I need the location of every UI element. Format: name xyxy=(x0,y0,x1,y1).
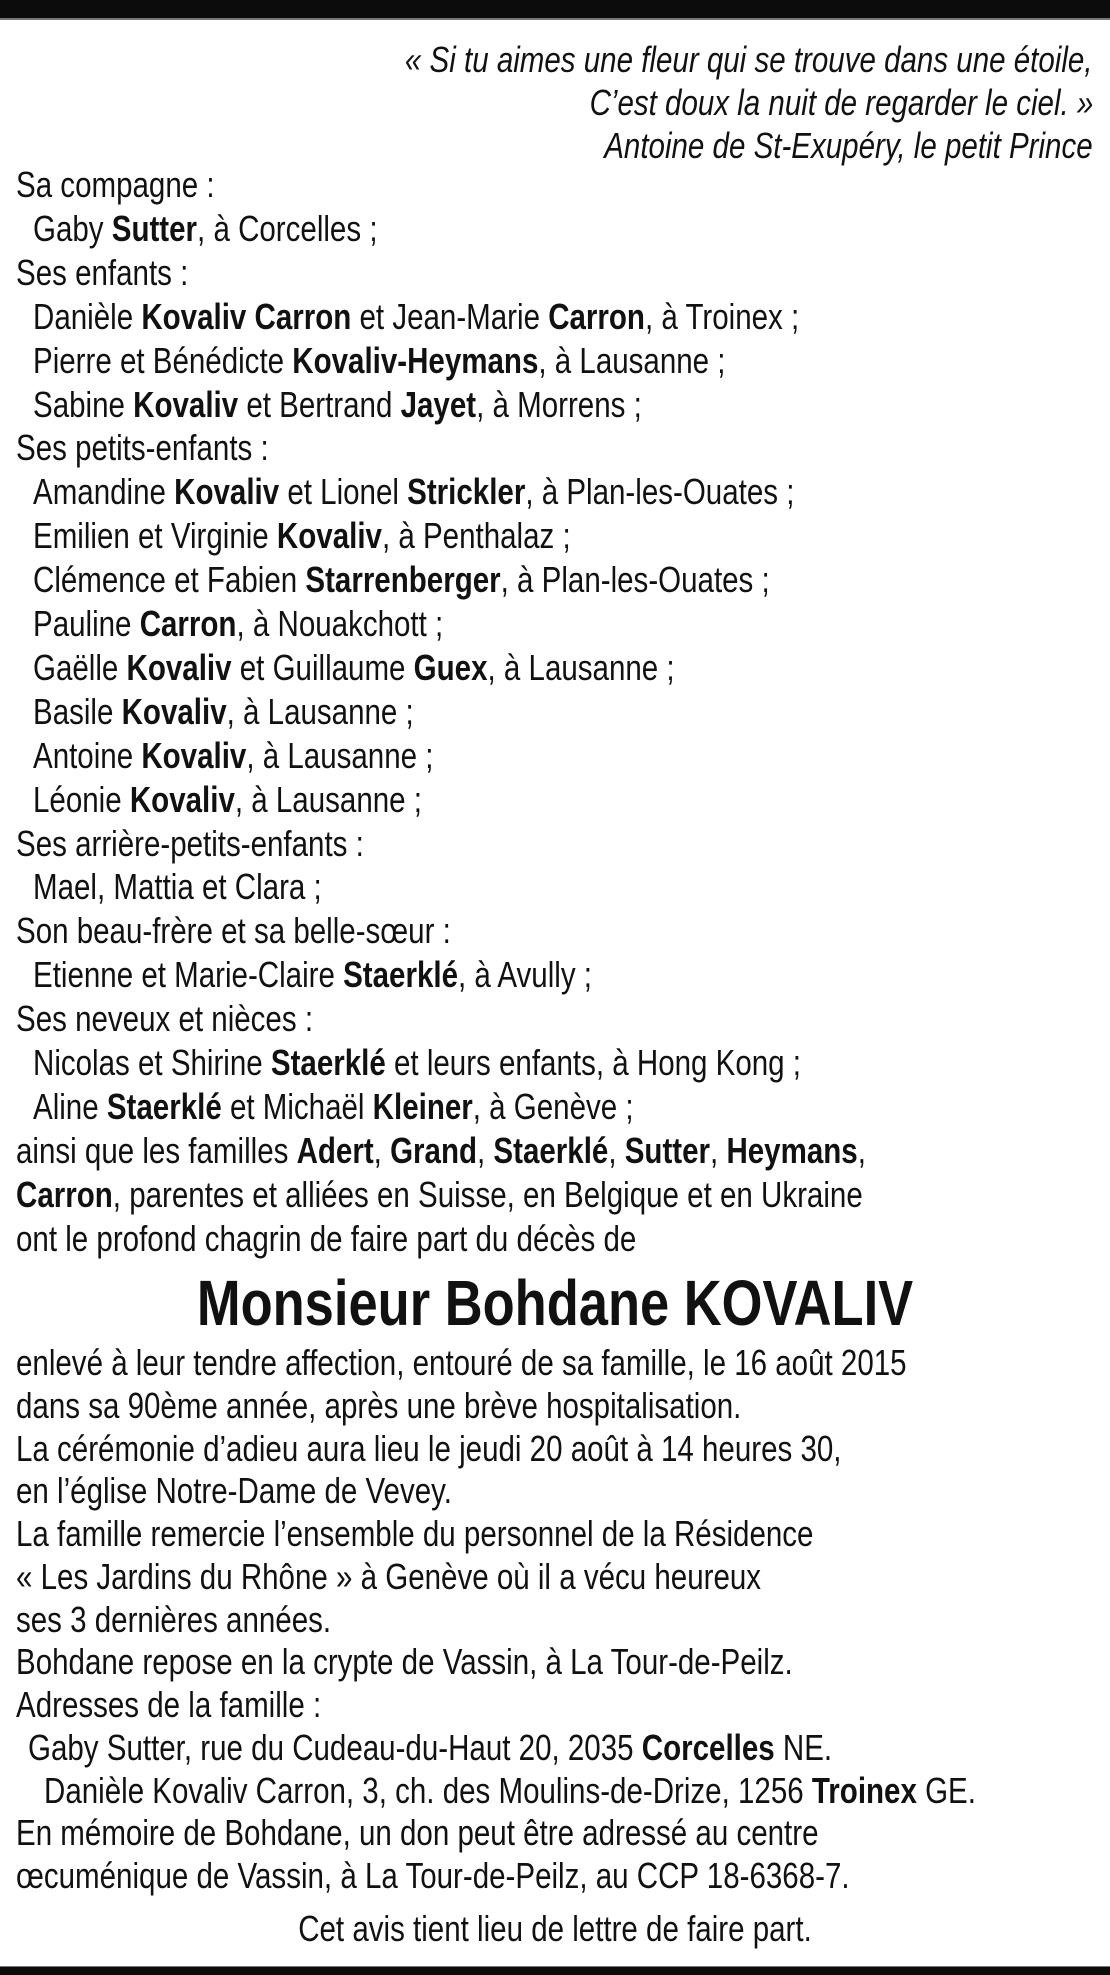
text-segment: La cérémonie d’adieu aura lieu le jeudi 20 août à 14 heures 30, xyxy=(16,1428,842,1469)
family-name: Staerklé xyxy=(343,954,458,995)
text-segment: et Guillaume xyxy=(231,647,414,688)
text-segment: « Les Jardins du Rhône » à Genève où il a vécu heureux xyxy=(16,1556,762,1597)
family-member-line xyxy=(33,734,433,778)
text-segment: Mael, Mattia et Clara ; xyxy=(33,866,322,907)
family-member-line xyxy=(33,470,794,514)
text-segment: En mémoire de Bohdane, un don peut être adressé au centre xyxy=(16,1812,819,1853)
closing-note: Cet avis tient lieu de lettre de faire part. xyxy=(298,1908,812,1949)
family-name: Carron xyxy=(139,603,237,644)
family-member-line xyxy=(33,778,422,822)
text-line xyxy=(16,1469,452,1513)
text-segment: Gaby Sutter, rue du Cudeau-du-Haut 20, 2035 xyxy=(28,1727,642,1768)
text-segment: Pierre et Bénédicte xyxy=(33,340,293,381)
text-segment: dans sa 90ème année, après une brève hospitalisation. xyxy=(16,1385,742,1426)
family-name: Kovaliv xyxy=(174,471,280,512)
family-name: Starrenberger xyxy=(305,559,501,600)
text-line xyxy=(16,1811,818,1855)
text-segment: , à Avully ; xyxy=(457,954,593,995)
text-segment: et Bertrand xyxy=(238,384,401,425)
text-line xyxy=(16,997,313,1041)
text-segment: , à Morrens ; xyxy=(476,384,642,425)
text-segment: , xyxy=(710,1130,727,1171)
family-member-line xyxy=(33,953,592,997)
family-name: Kleiner xyxy=(372,1086,473,1127)
text-segment: et Michaël xyxy=(221,1086,373,1127)
family-member-line xyxy=(33,646,675,690)
text-segment: , à Lausanne ; xyxy=(234,779,422,820)
text-segment: Gaëlle xyxy=(33,647,127,688)
family-name: Carron xyxy=(16,1174,113,1215)
family-member-line xyxy=(33,690,414,734)
family-member-line xyxy=(33,207,378,251)
text-segment: Ses petits-enfants : xyxy=(16,427,269,468)
family-name: Heymans xyxy=(726,1130,858,1171)
text-segment: Aline xyxy=(33,1086,107,1127)
text-segment: œcuménique de Vassin, à La Tour-de-Peilz, au CCP 18-6368-7. xyxy=(16,1855,850,1896)
text-segment: Adresses de la famille : xyxy=(16,1684,322,1725)
epigraph-line: Antoine de St-Exupéry, le petit Prince xyxy=(604,125,1093,166)
text-line xyxy=(16,1384,741,1428)
family-name: Jayet xyxy=(400,384,477,425)
text-segment: ses 3 dernières années. xyxy=(16,1599,332,1640)
text-segment: , à Genève ; xyxy=(472,1086,634,1127)
text-segment: Danièle Kovaliv Carron, 3, ch. des Moulins-de-Drize, 1256 xyxy=(44,1770,812,1811)
text-segment: ont le profond chagrin de faire part du décès de xyxy=(16,1218,637,1259)
family-name: Adert xyxy=(296,1130,374,1171)
text-segment: NE. xyxy=(774,1727,833,1768)
text-segment: et Jean-Marie xyxy=(351,296,549,337)
text-segment: , à Lausanne ; xyxy=(538,340,726,381)
family-name: Troinex xyxy=(811,1770,917,1811)
text-segment: Gaby xyxy=(33,208,112,249)
text-segment: , xyxy=(608,1130,625,1171)
family-member-line xyxy=(33,295,799,339)
text-segment: Danièle xyxy=(33,296,142,337)
epigraph-line: C’est doux la nuit de regarder le ciel. » xyxy=(589,82,1093,123)
text-segment: , à Nouakchott ; xyxy=(236,603,444,644)
text-line xyxy=(16,426,269,470)
family-name: Sutter xyxy=(624,1130,711,1171)
text-segment: La famille remercie l’ensemble du personnel de la Résidence xyxy=(16,1513,814,1554)
family-member-line xyxy=(33,602,443,646)
text-segment: , à Troinex ; xyxy=(644,296,800,337)
family-member-line xyxy=(33,339,726,383)
epigraph-line: « Si tu aimes une fleur qui se trouve dans une étoile, xyxy=(405,39,1093,80)
family-member-line xyxy=(33,383,642,427)
family-member-line xyxy=(44,1769,976,1813)
family-name: Kovaliv xyxy=(126,647,232,688)
text-segment: en l’église Notre-Dame de Vevey. xyxy=(16,1470,452,1511)
text-line xyxy=(16,1512,813,1556)
family-name: Kovaliv xyxy=(133,384,239,425)
text-line xyxy=(16,163,215,207)
text-segment: , xyxy=(857,1130,866,1171)
text-segment: Ses arrière-petits-enfants : xyxy=(16,823,364,864)
text-segment: , xyxy=(373,1130,391,1171)
family-member-line xyxy=(33,865,322,909)
text-line xyxy=(16,822,364,866)
text-segment: , à Lausanne ; xyxy=(246,735,434,776)
top-border xyxy=(0,0,1110,20)
text-segment: , à Lausanne ; xyxy=(226,691,414,732)
text-line xyxy=(16,1555,761,1599)
family-name: Strickler xyxy=(407,471,526,512)
text-segment: et leurs enfants, à Hong Kong ; xyxy=(385,1042,801,1083)
text-segment: et Lionel xyxy=(279,471,408,512)
text-line xyxy=(16,1640,793,1684)
family-name: Kovaliv-Heymans xyxy=(292,340,539,381)
text-segment: ainsi que les familles xyxy=(16,1130,297,1171)
family-name: Staerklé xyxy=(106,1086,222,1127)
text-line xyxy=(16,1129,866,1173)
text-line xyxy=(16,1683,321,1727)
family-name: Carron xyxy=(548,296,645,337)
family-name: Kovaliv xyxy=(141,735,247,776)
text-line xyxy=(16,909,451,953)
family-member-line xyxy=(33,558,770,602)
text-segment: Antoine xyxy=(33,735,142,776)
text-segment: enlevé à leur tendre affection, entouré de sa famille, le 16 août 2015 xyxy=(16,1342,907,1383)
text-segment: GE. xyxy=(916,1770,976,1811)
text-line xyxy=(16,1341,907,1385)
text-line xyxy=(16,1598,331,1642)
text-segment: Basile xyxy=(33,691,122,732)
text-segment: , à Plan-les-Ouates ; xyxy=(500,559,770,600)
text-segment: Nicolas et Shirine xyxy=(33,1042,271,1083)
family-name: Kovaliv xyxy=(276,515,382,556)
text-segment: Pauline xyxy=(33,603,140,644)
text-segment: Clémence et Fabien xyxy=(33,559,306,600)
text-segment: Sa compagne : xyxy=(16,164,215,205)
text-line xyxy=(16,251,188,295)
text-segment: Ses enfants : xyxy=(16,252,189,293)
text-segment: , à Corcelles ; xyxy=(197,208,378,249)
family-name: Corcelles xyxy=(641,1727,775,1768)
family-name: Kovaliv xyxy=(121,691,227,732)
family-member-line xyxy=(28,1726,832,1770)
deceased-name: Monsieur Bohdane KOVALIV xyxy=(196,1267,914,1339)
family-member-line xyxy=(33,514,571,558)
family-member-line xyxy=(33,1085,634,1129)
family-name: Guex xyxy=(413,647,488,688)
text-segment: Amandine xyxy=(33,471,175,512)
text-line xyxy=(16,1217,636,1261)
family-name: Grand xyxy=(390,1130,478,1171)
family-name: Staerklé xyxy=(493,1130,609,1171)
family-name: Staerklé xyxy=(270,1042,386,1083)
text-segment: Bohdane repose en la crypte de Vassin, à La Tour-de-Peilz. xyxy=(16,1641,793,1682)
text-segment: Sabine xyxy=(33,384,134,425)
text-line xyxy=(16,1427,842,1471)
family-name: Kovaliv xyxy=(129,779,235,820)
family-name: Sutter xyxy=(111,208,198,249)
text-segment: Ses neveux et nièces : xyxy=(16,998,314,1039)
text-segment: Léonie xyxy=(33,779,130,820)
text-segment: , à Lausanne ; xyxy=(487,647,675,688)
text-line xyxy=(16,1854,850,1898)
text-segment: Emilien et Virginie xyxy=(33,515,277,556)
text-segment: Etienne et Marie-Claire xyxy=(33,954,344,995)
text-segment: , xyxy=(477,1130,494,1171)
text-segment: , à Penthalaz ; xyxy=(381,515,571,556)
text-segment: , parentes et alliées en Suisse, en Belgique et en Ukraine xyxy=(112,1174,863,1215)
text-segment: , à Plan-les-Ouates ; xyxy=(525,471,795,512)
family-name: Kovaliv Carron xyxy=(141,296,352,337)
family-member-line xyxy=(33,1041,801,1085)
text-segment: Son beau-frère et sa belle-sœur : xyxy=(16,910,451,951)
text-line xyxy=(16,1173,863,1217)
